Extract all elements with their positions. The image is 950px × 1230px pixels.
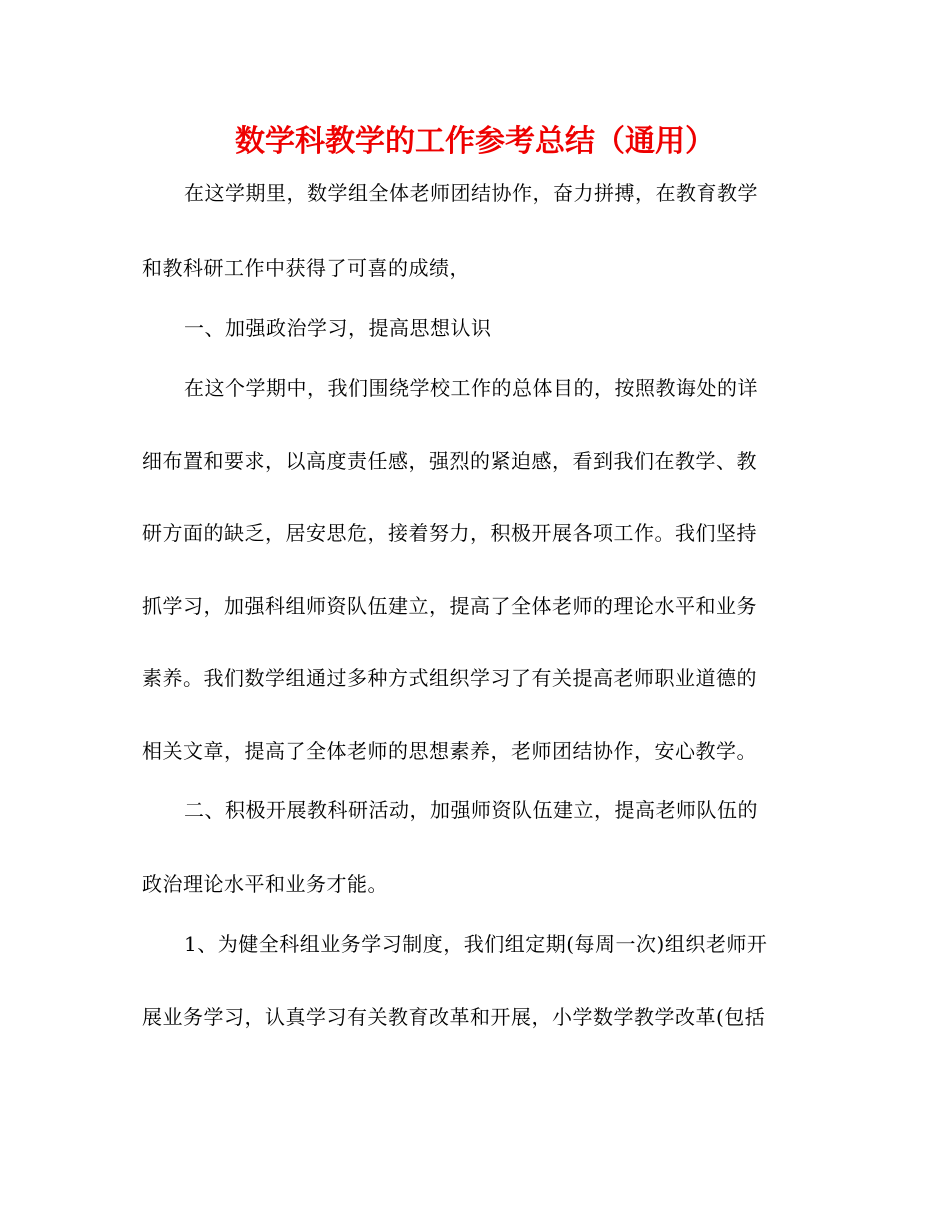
body-line: 展业务学习，认真学习有关教育改革和开展，小学数学教学改革(包括 bbox=[142, 1005, 766, 1029]
body-line: 研方面的缺乏，居安思危，接着努力，积极开展各项工作。我们坚持 bbox=[142, 521, 757, 545]
body-line: 政治理论水平和业务才能。 bbox=[142, 872, 388, 896]
body-line: 在这个学期中，我们围绕学校工作的总体目的，按照教诲处的详 bbox=[184, 376, 758, 400]
document-title: 数学科教学的工作参考总结（通用） bbox=[235, 124, 715, 159]
body-line: 细布置和要求，以高度责任感，强烈的紧迫感，看到我们在教学、教 bbox=[142, 449, 757, 473]
body-line: 素养。我们数学组通过多种方式组织学习了有关提高老师职业道德的 bbox=[142, 666, 757, 690]
body-line: 和教科研工作中获得了可喜的成绩， bbox=[142, 256, 470, 280]
body-line: 1、为健全科组业务学习制度，我们组定期(每周一次)组织老师开 bbox=[184, 932, 768, 956]
section-heading: 二、积极开展教科研活动，加强师资队伍建立，提高老师队伍的 bbox=[184, 798, 758, 822]
body-line: 相关文章，提高了全体老师的思想素养，老师团结协作，安心教学。 bbox=[142, 739, 757, 763]
body-line: 在这学期里，数学组全体老师团结协作，奋力拼搏，在教育教学 bbox=[184, 181, 758, 205]
body-line: 抓学习，加强科组师资队伍建立，提高了全体老师的理论水平和业务 bbox=[142, 594, 757, 618]
section-heading: 一、加强政治学习，提高思想认识 bbox=[184, 316, 492, 340]
